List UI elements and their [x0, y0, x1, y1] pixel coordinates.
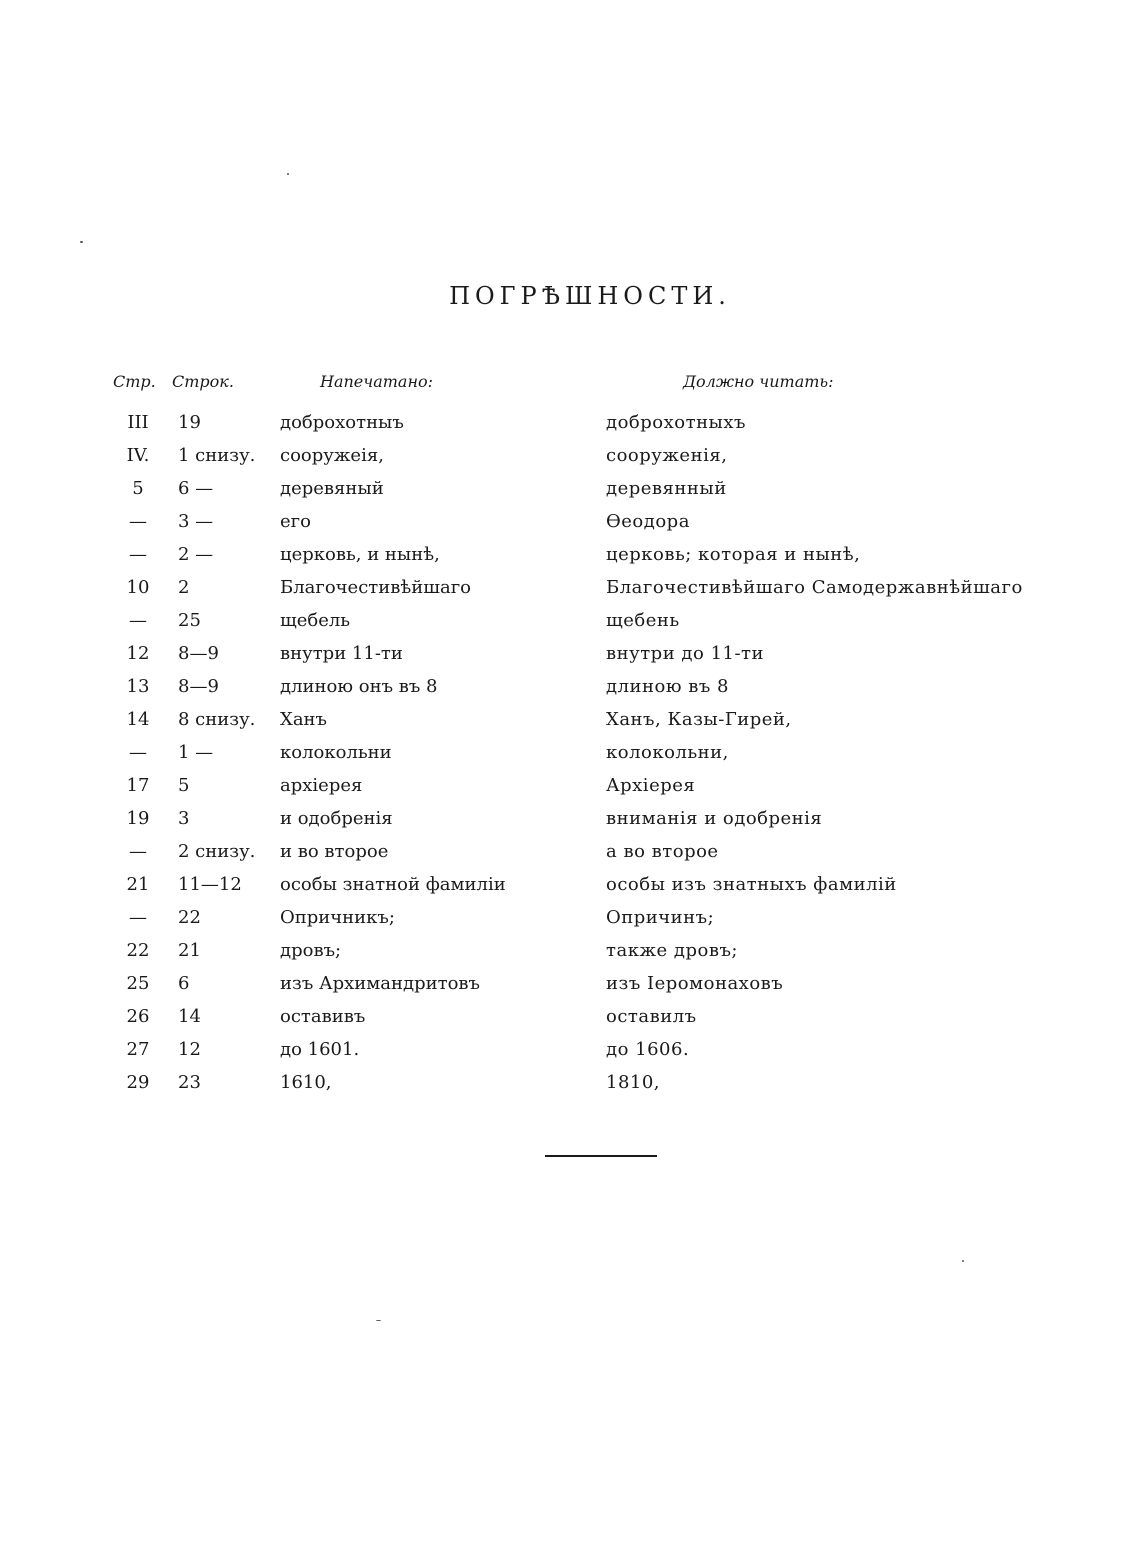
row-printed: деревяный	[280, 478, 384, 499]
row-line: 8—9	[178, 643, 219, 664]
row-should-read: деревянный	[606, 478, 727, 499]
row-should-read: а во второе	[606, 841, 719, 862]
row-printed: дровъ;	[280, 940, 342, 961]
row-line: 22	[178, 907, 201, 928]
scan-speck	[962, 1260, 964, 1262]
row-printed: внутри 11-ти	[280, 643, 403, 664]
row-line: 2 —	[178, 544, 214, 565]
row-line: 8 снизу.	[178, 709, 256, 730]
row-page: III	[127, 412, 149, 433]
row-should-read: Архіерея	[606, 775, 696, 796]
errata-row	[0, 1004, 1140, 1037]
row-line: 6	[178, 973, 190, 994]
row-printed: Ханъ	[280, 709, 327, 730]
errata-row	[0, 575, 1140, 608]
errata-row	[0, 707, 1140, 740]
row-printed: длиною онъ въ 8	[280, 676, 438, 697]
row-printed: щебель	[280, 610, 351, 631]
header-should-read: Должно читать:	[683, 372, 834, 391]
row-line: 25	[178, 610, 201, 631]
row-line: 11—12	[178, 874, 242, 895]
row-page: —	[129, 610, 147, 631]
row-line: 3	[178, 808, 190, 829]
row-printed: и одобренія	[280, 808, 393, 829]
row-page: 29	[126, 1072, 150, 1093]
errata-row	[0, 542, 1140, 575]
errata-row	[0, 773, 1140, 806]
row-line: 21	[178, 940, 201, 961]
scan-speck	[80, 241, 83, 243]
row-printed: оставивъ	[280, 1006, 366, 1027]
row-should-read: оставилъ	[606, 1006, 697, 1027]
errata-row	[0, 839, 1140, 872]
row-page: IV.	[126, 445, 150, 466]
row-page: —	[129, 841, 147, 862]
row-page: 26	[126, 1006, 150, 1027]
row-printed: 1610,	[280, 1072, 332, 1093]
errata-header	[0, 372, 1140, 398]
errata-row	[0, 1070, 1140, 1103]
row-should-read: Опричинъ;	[606, 907, 715, 928]
row-line: 14	[178, 1006, 201, 1027]
row-line: 12	[178, 1039, 201, 1060]
errata-row	[0, 608, 1140, 641]
errata-row	[0, 641, 1140, 674]
row-should-read: церковь; которая и нынѣ,	[606, 544, 861, 565]
closing-rule	[545, 1155, 657, 1157]
row-page: 27	[126, 1039, 150, 1060]
row-page: 21	[126, 874, 150, 895]
row-line: 6 —	[178, 478, 214, 499]
row-line: 8—9	[178, 676, 219, 697]
row-page: 25	[126, 973, 150, 994]
row-should-read: длиною въ 8	[606, 676, 730, 697]
row-page: 17	[126, 775, 150, 796]
row-line: 2 снизу.	[178, 841, 256, 862]
row-printed: колокольни	[280, 742, 392, 763]
row-should-read: также дровъ;	[606, 940, 738, 961]
scan-speck	[376, 1320, 381, 1321]
row-page: —	[129, 544, 147, 565]
row-printed: Благочестивѣйшаго	[280, 577, 471, 598]
row-should-read: Ханъ, Казы-Гирей,	[606, 709, 792, 730]
row-printed: изъ Архимандритовъ	[280, 973, 481, 994]
row-printed: доброхотныъ	[280, 412, 404, 433]
errata-row	[0, 938, 1140, 971]
row-should-read: особы изъ знатныхъ фамилій	[606, 874, 897, 895]
row-page: 5	[132, 478, 144, 499]
row-page: 19	[126, 808, 150, 829]
row-line: 19	[178, 412, 201, 433]
row-should-read: доброхотныхъ	[606, 412, 746, 433]
row-printed: Опричникъ;	[280, 907, 395, 928]
errata-row	[0, 443, 1140, 476]
errata-row	[0, 740, 1140, 773]
row-page: 22	[126, 940, 150, 961]
row-should-read: изъ Іеромонаховъ	[606, 973, 784, 994]
errata-row	[0, 872, 1140, 905]
row-should-read: Благочестивѣйшаго Самодержавнѣйшаго	[606, 577, 1023, 598]
row-page: 10	[126, 577, 150, 598]
errata-row	[0, 806, 1140, 839]
row-should-read: внутри до 11-ти	[606, 643, 765, 664]
errata-row	[0, 674, 1140, 707]
row-should-read: до 1606.	[606, 1039, 690, 1060]
header-page: Стр.	[113, 372, 156, 391]
row-line: 2	[178, 577, 190, 598]
errata-row	[0, 410, 1140, 443]
row-line: 23	[178, 1072, 201, 1093]
row-printed: и во второе	[280, 841, 389, 862]
row-should-read: 1810,	[606, 1072, 661, 1093]
row-page: 12	[126, 643, 150, 664]
page-title: ПОГРѢШНОСТИ.	[449, 282, 731, 310]
errata-row	[0, 905, 1140, 938]
row-line: 1 снизу.	[178, 445, 256, 466]
row-printed: церковь, и нынѣ,	[280, 544, 440, 565]
row-should-read: сооруженія,	[606, 445, 728, 466]
row-line: 3 —	[178, 511, 214, 532]
row-printed: сооружеія,	[280, 445, 384, 466]
row-should-read: щебень	[606, 610, 680, 631]
errata-row	[0, 1037, 1140, 1070]
header-line: Строк.	[172, 372, 234, 391]
row-printed: его	[280, 511, 311, 532]
row-line: 1 —	[178, 742, 214, 763]
scan-speck	[287, 173, 289, 175]
row-page: —	[129, 742, 147, 763]
errata-table	[0, 410, 1140, 1103]
errata-row	[0, 509, 1140, 542]
errata-row	[0, 971, 1140, 1004]
row-should-read: вниманія и одобренія	[606, 808, 823, 829]
row-page: 14	[126, 709, 150, 730]
row-page: 13	[126, 676, 150, 697]
row-line: 5	[178, 775, 190, 796]
row-should-read: Ѳеодора	[606, 511, 690, 532]
row-should-read: колокольни,	[606, 742, 729, 763]
row-page: —	[129, 907, 147, 928]
header-printed: Напечатано:	[320, 372, 434, 391]
row-page: —	[129, 511, 147, 532]
row-printed: архіерея	[280, 775, 363, 796]
row-printed: до 1601.	[280, 1039, 360, 1060]
row-printed: особы знатной фамиліи	[280, 874, 506, 895]
errata-row	[0, 476, 1140, 509]
